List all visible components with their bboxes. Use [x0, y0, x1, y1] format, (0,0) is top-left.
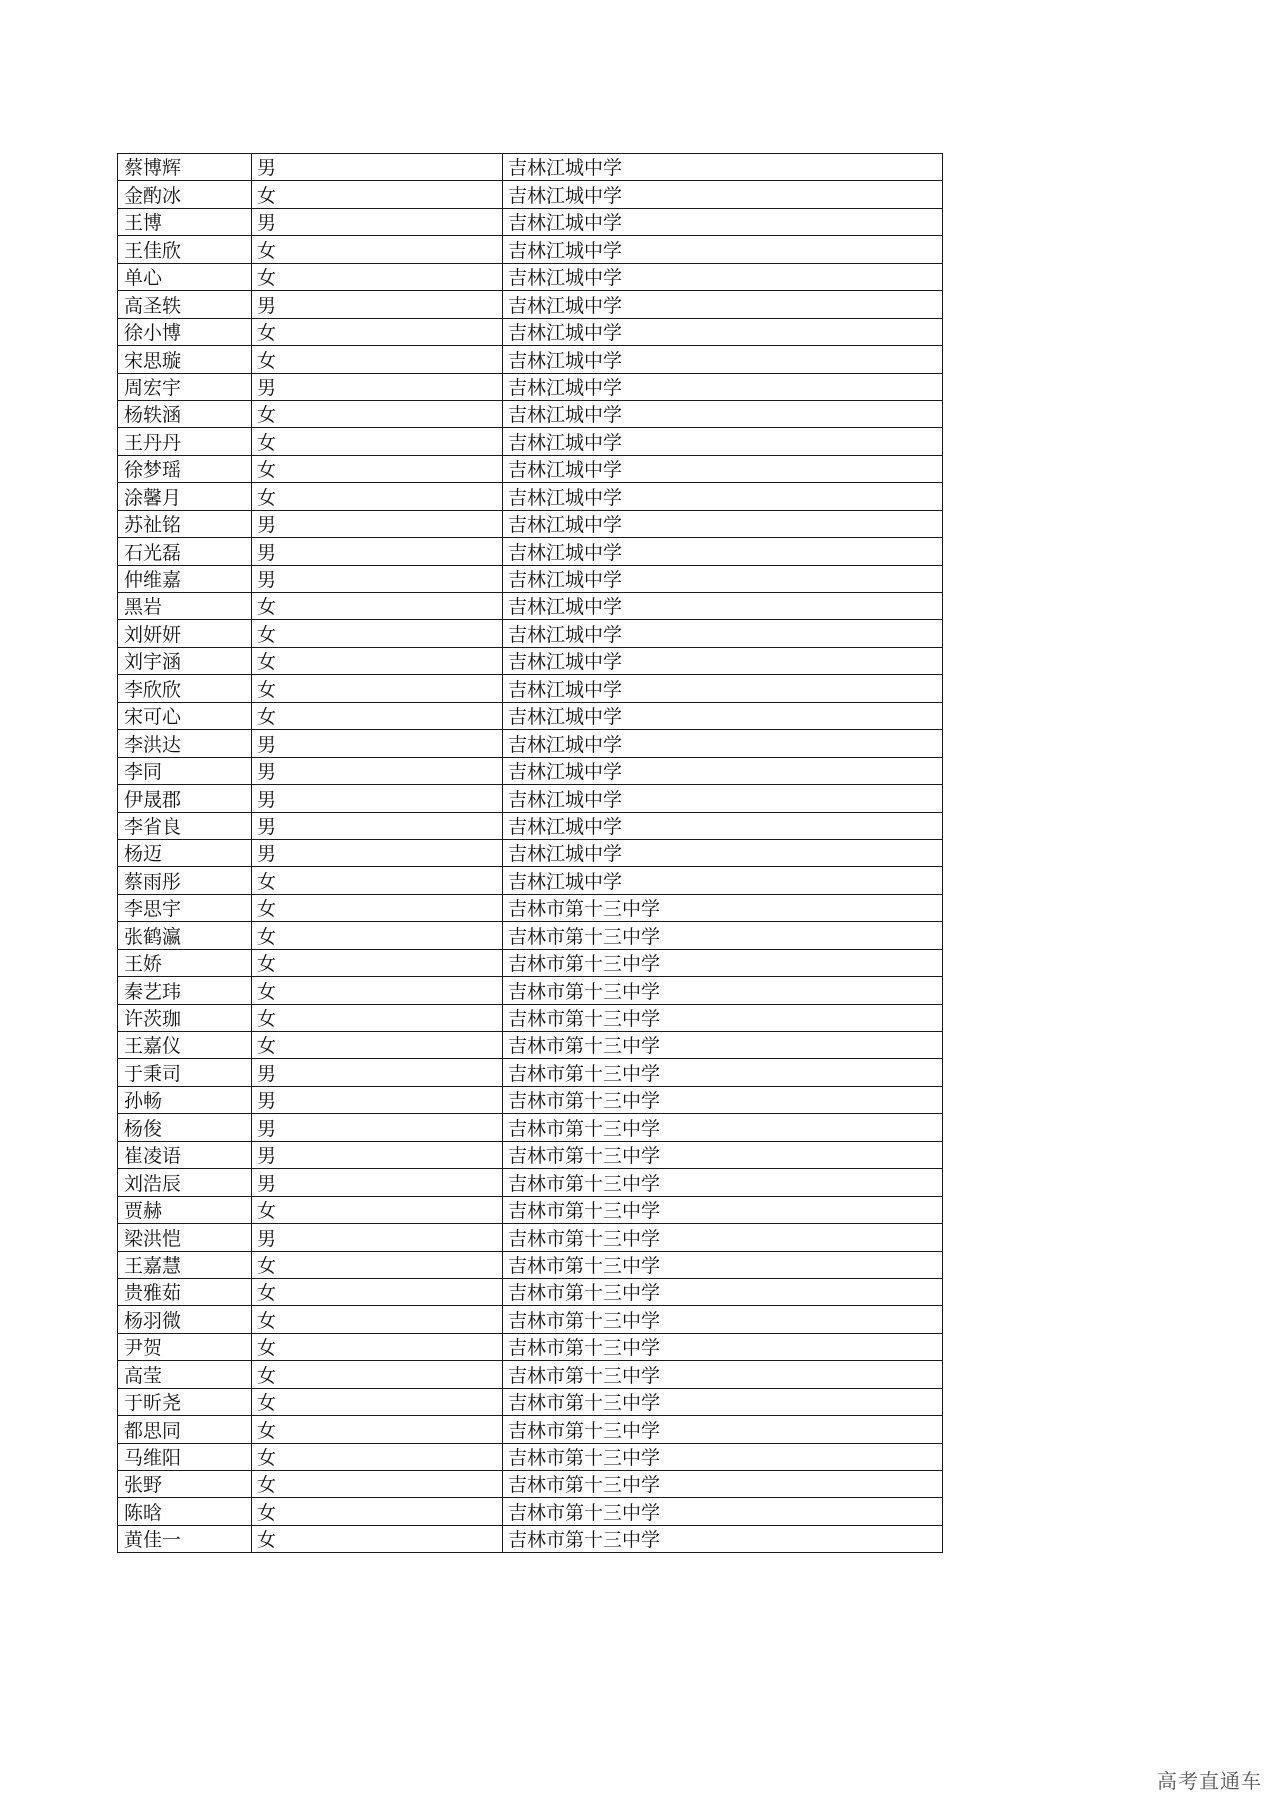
roster-table	[117, 153, 943, 1553]
table-row	[118, 730, 943, 757]
student-name-cell: 蔡雨彤	[118, 867, 252, 894]
school-cell: 吉林江城中学	[503, 318, 943, 345]
gender-cell: 女	[252, 1004, 503, 1031]
student-name-cell: 陈晗	[118, 1498, 252, 1525]
student-name-cell: 仲维嘉	[118, 565, 252, 592]
table-row	[118, 620, 943, 647]
table-row	[118, 1086, 943, 1113]
gender-cell: 男	[252, 154, 503, 181]
student-name-cell: 涂馨月	[118, 483, 252, 510]
school-cell: 吉林江城中学	[503, 538, 943, 565]
gender-cell: 女	[252, 1196, 503, 1223]
student-name-cell: 尹贺	[118, 1333, 252, 1360]
table-row	[118, 483, 943, 510]
school-cell: 吉林市第十三中学	[503, 1224, 943, 1251]
table-row	[118, 1224, 943, 1251]
table-row	[118, 785, 943, 812]
table-row	[118, 593, 943, 620]
school-cell: 吉林市第十三中学	[503, 977, 943, 1004]
table-row	[118, 894, 943, 921]
table-row	[118, 1004, 943, 1031]
school-cell: 吉林市第十三中学	[503, 1059, 943, 1086]
student-name-cell: 于昕尧	[118, 1388, 252, 1415]
gender-cell: 女	[252, 1525, 503, 1552]
table-row	[118, 1141, 943, 1168]
gender-cell: 女	[252, 400, 503, 427]
gender-cell: 女	[252, 263, 503, 290]
school-cell: 吉林市第十三中学	[503, 1498, 943, 1525]
student-name-cell: 李思宇	[118, 894, 252, 921]
school-cell: 吉林江城中学	[503, 675, 943, 702]
school-cell: 吉林江城中学	[503, 291, 943, 318]
school-cell: 吉林江城中学	[503, 620, 943, 647]
gender-cell: 女	[252, 675, 503, 702]
student-name-cell: 马维阳	[118, 1443, 252, 1470]
table-row	[118, 1251, 943, 1278]
gender-cell: 女	[252, 1278, 503, 1305]
school-cell: 吉林江城中学	[503, 373, 943, 400]
table-row	[118, 647, 943, 674]
school-cell: 吉林江城中学	[503, 867, 943, 894]
table-row	[118, 1471, 943, 1498]
school-cell: 吉林市第十三中学	[503, 894, 943, 921]
student-name-cell: 王佳欣	[118, 236, 252, 263]
student-name-cell: 杨羽微	[118, 1306, 252, 1333]
school-cell: 吉林市第十三中学	[503, 1004, 943, 1031]
school-cell: 吉林江城中学	[503, 154, 943, 181]
table-row	[118, 1059, 943, 1086]
table-row	[118, 565, 943, 592]
table-row	[118, 208, 943, 235]
table-row	[118, 867, 943, 894]
student-name-cell: 张鹤瀛	[118, 922, 252, 949]
school-cell: 吉林市第十三中学	[503, 1114, 943, 1141]
school-cell: 吉林江城中学	[503, 757, 943, 784]
gender-cell: 女	[252, 1416, 503, 1443]
gender-cell: 男	[252, 510, 503, 537]
table-row	[118, 922, 943, 949]
table-row	[118, 1333, 943, 1360]
table-row	[118, 675, 943, 702]
student-name-cell: 黑岩	[118, 593, 252, 620]
gender-cell: 男	[252, 565, 503, 592]
gender-cell: 女	[252, 702, 503, 729]
school-cell: 吉林市第十三中学	[503, 1032, 943, 1059]
gender-cell: 男	[252, 208, 503, 235]
school-cell: 吉林江城中学	[503, 483, 943, 510]
gender-cell: 男	[252, 373, 503, 400]
school-cell: 吉林江城中学	[503, 236, 943, 263]
gender-cell: 男	[252, 1114, 503, 1141]
student-name-cell: 梁洪恺	[118, 1224, 252, 1251]
gender-cell: 女	[252, 647, 503, 674]
table-row	[118, 1416, 943, 1443]
student-name-cell: 高莹	[118, 1361, 252, 1388]
gender-cell: 女	[252, 1443, 503, 1470]
student-name-cell: 徐梦瑶	[118, 455, 252, 482]
table-row	[118, 1169, 943, 1196]
table-row	[118, 949, 943, 976]
table-row	[118, 1388, 943, 1415]
table-row	[118, 1443, 943, 1470]
student-name-cell: 孙畅	[118, 1086, 252, 1113]
table-row	[118, 839, 943, 866]
student-name-cell: 秦艺玮	[118, 977, 252, 1004]
gender-cell: 男	[252, 291, 503, 318]
school-cell: 吉林市第十三中学	[503, 949, 943, 976]
student-name-cell: 宋思璇	[118, 346, 252, 373]
gender-cell: 女	[252, 181, 503, 208]
school-cell: 吉林市第十三中学	[503, 1306, 943, 1333]
gender-cell: 男	[252, 1224, 503, 1251]
table-row	[118, 346, 943, 373]
gender-cell: 男	[252, 785, 503, 812]
student-name-cell: 徐小博	[118, 318, 252, 345]
student-name-cell: 崔凌语	[118, 1141, 252, 1168]
gender-cell: 女	[252, 593, 503, 620]
table-row	[118, 373, 943, 400]
table-row	[118, 1306, 943, 1333]
gender-cell: 男	[252, 730, 503, 757]
student-name-cell: 刘浩辰	[118, 1169, 252, 1196]
table-row	[118, 1361, 943, 1388]
table-row	[118, 812, 943, 839]
school-cell: 吉林市第十三中学	[503, 1525, 943, 1552]
school-cell: 吉林江城中学	[503, 839, 943, 866]
student-name-cell: 单心	[118, 263, 252, 290]
gender-cell: 女	[252, 620, 503, 647]
table-row	[118, 236, 943, 263]
table-row	[118, 154, 943, 181]
student-name-cell: 王丹丹	[118, 428, 252, 455]
table-row	[118, 181, 943, 208]
school-cell: 吉林江城中学	[503, 565, 943, 592]
table-row	[118, 1032, 943, 1059]
school-cell: 吉林市第十三中学	[503, 1333, 943, 1360]
gender-cell: 女	[252, 867, 503, 894]
school-cell: 吉林市第十三中学	[503, 1141, 943, 1168]
school-cell: 吉林市第十三中学	[503, 1471, 943, 1498]
student-name-cell: 李洪达	[118, 730, 252, 757]
gender-cell: 男	[252, 1086, 503, 1113]
gender-cell: 女	[252, 1361, 503, 1388]
school-cell: 吉林市第十三中学	[503, 1361, 943, 1388]
table-row	[118, 400, 943, 427]
student-name-cell: 高圣轶	[118, 291, 252, 318]
table-row	[118, 757, 943, 784]
school-cell: 吉林市第十三中学	[503, 1388, 943, 1415]
gender-cell: 女	[252, 428, 503, 455]
school-cell: 吉林江城中学	[503, 428, 943, 455]
student-name-cell: 都思同	[118, 1416, 252, 1443]
student-name-cell: 杨俊	[118, 1114, 252, 1141]
table-row	[118, 1114, 943, 1141]
student-name-cell: 伊晟郡	[118, 785, 252, 812]
school-cell: 吉林市第十三中学	[503, 1251, 943, 1278]
school-cell: 吉林江城中学	[503, 730, 943, 757]
student-name-cell: 李省良	[118, 812, 252, 839]
school-cell: 吉林江城中学	[503, 181, 943, 208]
school-cell: 吉林江城中学	[503, 510, 943, 537]
gender-cell: 女	[252, 346, 503, 373]
school-cell: 吉林市第十三中学	[503, 1443, 943, 1470]
school-cell: 吉林市第十三中学	[503, 922, 943, 949]
student-name-cell: 蔡博辉	[118, 154, 252, 181]
school-cell: 吉林江城中学	[503, 346, 943, 373]
gender-cell: 女	[252, 1333, 503, 1360]
student-name-cell: 石光磊	[118, 538, 252, 565]
school-cell: 吉林市第十三中学	[503, 1196, 943, 1223]
student-name-cell: 贾赫	[118, 1196, 252, 1223]
gender-cell: 女	[252, 1251, 503, 1278]
table-row	[118, 428, 943, 455]
gender-cell: 女	[252, 1498, 503, 1525]
gender-cell: 女	[252, 483, 503, 510]
student-name-cell: 李同	[118, 757, 252, 784]
student-name-cell: 于秉司	[118, 1059, 252, 1086]
school-cell: 吉林江城中学	[503, 785, 943, 812]
gender-cell: 女	[252, 894, 503, 921]
student-name-cell: 刘妍妍	[118, 620, 252, 647]
gender-cell: 女	[252, 949, 503, 976]
student-name-cell: 张野	[118, 1471, 252, 1498]
school-cell: 吉林江城中学	[503, 400, 943, 427]
student-name-cell: 杨轶涵	[118, 400, 252, 427]
table-row	[118, 977, 943, 1004]
gender-cell: 女	[252, 1388, 503, 1415]
gender-cell: 男	[252, 812, 503, 839]
table-row	[118, 538, 943, 565]
table-row	[118, 1498, 943, 1525]
student-name-cell: 王博	[118, 208, 252, 235]
school-cell: 吉林江城中学	[503, 647, 943, 674]
gender-cell: 女	[252, 922, 503, 949]
student-name-cell: 刘宇涵	[118, 647, 252, 674]
gender-cell: 女	[252, 318, 503, 345]
table-row	[118, 291, 943, 318]
school-cell: 吉林市第十三中学	[503, 1086, 943, 1113]
roster-body	[118, 154, 943, 1553]
student-name-cell: 贵雅茹	[118, 1278, 252, 1305]
table-row	[118, 702, 943, 729]
table-row	[118, 1278, 943, 1305]
table-row	[118, 318, 943, 345]
school-cell: 吉林市第十三中学	[503, 1416, 943, 1443]
gender-cell: 女	[252, 977, 503, 1004]
gender-cell: 男	[252, 1169, 503, 1196]
student-name-cell: 王娇	[118, 949, 252, 976]
student-name-cell: 周宏宇	[118, 373, 252, 400]
gender-cell: 女	[252, 236, 503, 263]
school-cell: 吉林江城中学	[503, 455, 943, 482]
school-cell: 吉林江城中学	[503, 812, 943, 839]
gender-cell: 男	[252, 538, 503, 565]
student-name-cell: 金酌冰	[118, 181, 252, 208]
table-row	[118, 455, 943, 482]
school-cell: 吉林江城中学	[503, 208, 943, 235]
gender-cell: 男	[252, 839, 503, 866]
student-name-cell: 黄佳一	[118, 1525, 252, 1552]
table-row	[118, 263, 943, 290]
student-name-cell: 苏祉铭	[118, 510, 252, 537]
school-cell: 吉林市第十三中学	[503, 1169, 943, 1196]
gender-cell: 女	[252, 1032, 503, 1059]
student-name-cell: 宋可心	[118, 702, 252, 729]
gender-cell: 女	[252, 455, 503, 482]
table-row	[118, 1525, 943, 1552]
gender-cell: 男	[252, 1059, 503, 1086]
student-name-cell: 杨迈	[118, 839, 252, 866]
student-name-cell: 王嘉仪	[118, 1032, 252, 1059]
student-name-cell: 李欣欣	[118, 675, 252, 702]
student-name-cell: 王嘉慧	[118, 1251, 252, 1278]
table-row	[118, 510, 943, 537]
watermark-text: 高考直通车	[1157, 1769, 1262, 1793]
gender-cell: 男	[252, 757, 503, 784]
school-cell: 吉林江城中学	[503, 263, 943, 290]
gender-cell: 女	[252, 1471, 503, 1498]
table-row	[118, 1196, 943, 1223]
school-cell: 吉林江城中学	[503, 702, 943, 729]
school-cell: 吉林江城中学	[503, 593, 943, 620]
gender-cell: 男	[252, 1141, 503, 1168]
gender-cell: 女	[252, 1306, 503, 1333]
student-name-cell: 许茨珈	[118, 1004, 252, 1031]
school-cell: 吉林市第十三中学	[503, 1278, 943, 1305]
